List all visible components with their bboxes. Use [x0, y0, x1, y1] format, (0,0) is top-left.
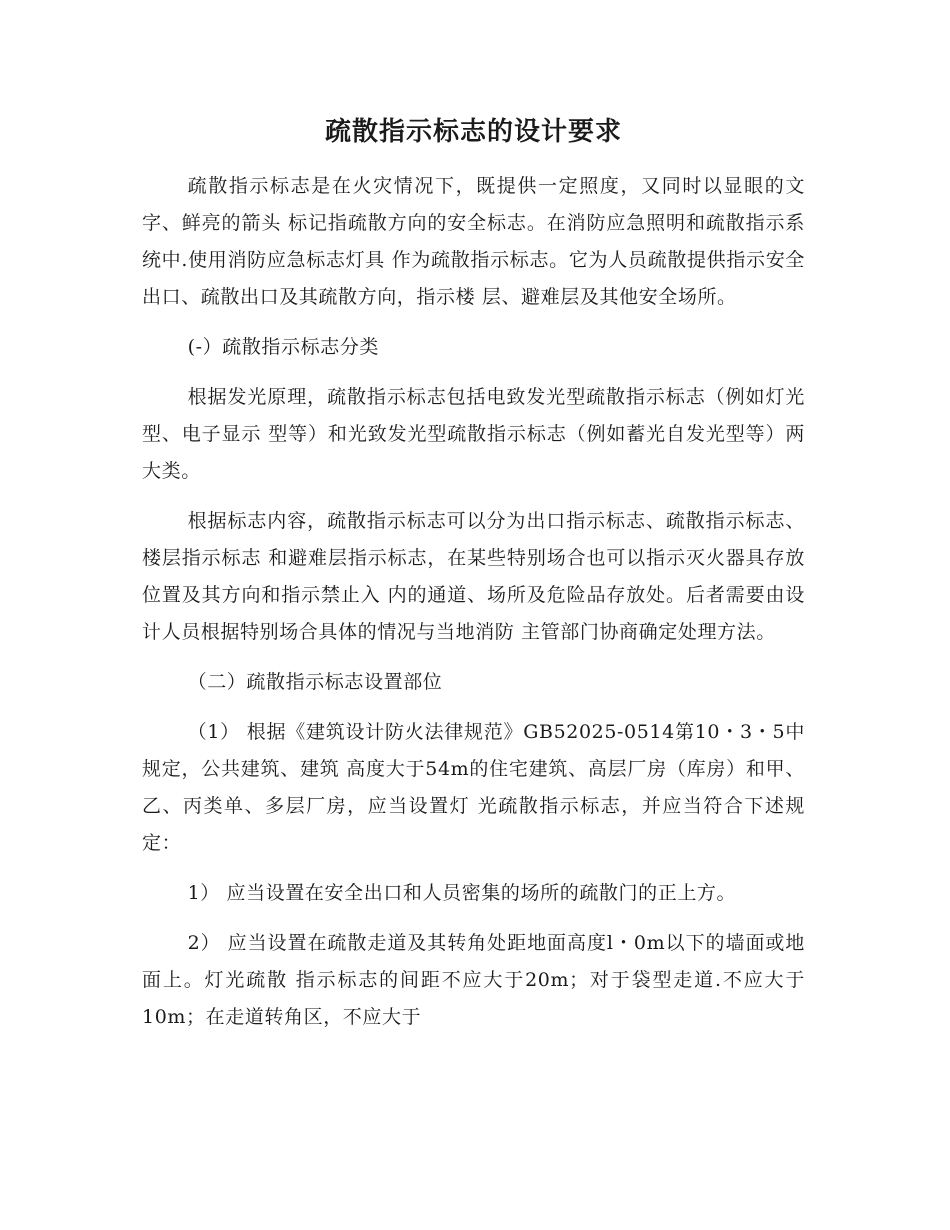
paragraph-sign-content: 根据标志内容，疏散指示标志可以分为出口指示标志、疏散指示标志、楼层指示标志 和避难层指示标志，在某些特别场合也可以指示灭火器具存放位置及其方向和指示禁止入 内的通道、场所及危险品存放处。后者需要由设计人员根据特别场合具体的情况与当地消防 主管部门协商确定处理方法。 — [142, 510, 805, 643]
section-heading-classification: (-）疏散指示标志分类 — [187, 336, 380, 358]
paragraph-luminous-principle: 根据发光原理，疏散指示标志包括电致发光型疏散指示标志（例如灯光型、电子显示 型等）和光致发光型疏散指示标志（例如蓄光自发光型等）两大类。 — [142, 386, 805, 482]
section-heading-locations: （二）疏散指示标志设置部位 — [187, 671, 443, 693]
paragraph-rule-1: 1） 应当设置在安全出口和人员密集的场所的疏散门的正上方。 — [187, 882, 737, 904]
document-title: 疏散指示标志的设计要求 — [324, 117, 622, 147]
paragraph-code-reference: （1） 根据《建筑设计防火法律规范》GB52025-0514第10・3・5中规定，公共建筑、建筑 高度大于54m的住宅建筑、高层厂房（库房）和甲、乙、丙类单、多层厂房，应当设置灯 光疏散指示标志，并应当符合下述规定： — [142, 721, 805, 854]
paragraph-rule-2: 2） 应当设置在疏散走道及其转角处距地面高度l・0m以下的墙面或地面上。灯光疏散 指示标志的间距不应大于20m；对于袋型走道.不应大于10m；在走道转角区，不应大于 — [142, 932, 805, 1028]
paragraph-intro: 疏散指示标志是在火灾情况下，既提供一定照度，又同时以显眼的文字、鲜亮的箭头 标记指疏散方向的安全标志。在消防应急照明和疏散指示系统中.使用消防应急标志灯具 作为疏散指示标志。它为人员疏散提供指示安全出口、疏散出口及其疏散方向，指示楼 层、避难层及其他安全场所。 — [142, 175, 805, 308]
